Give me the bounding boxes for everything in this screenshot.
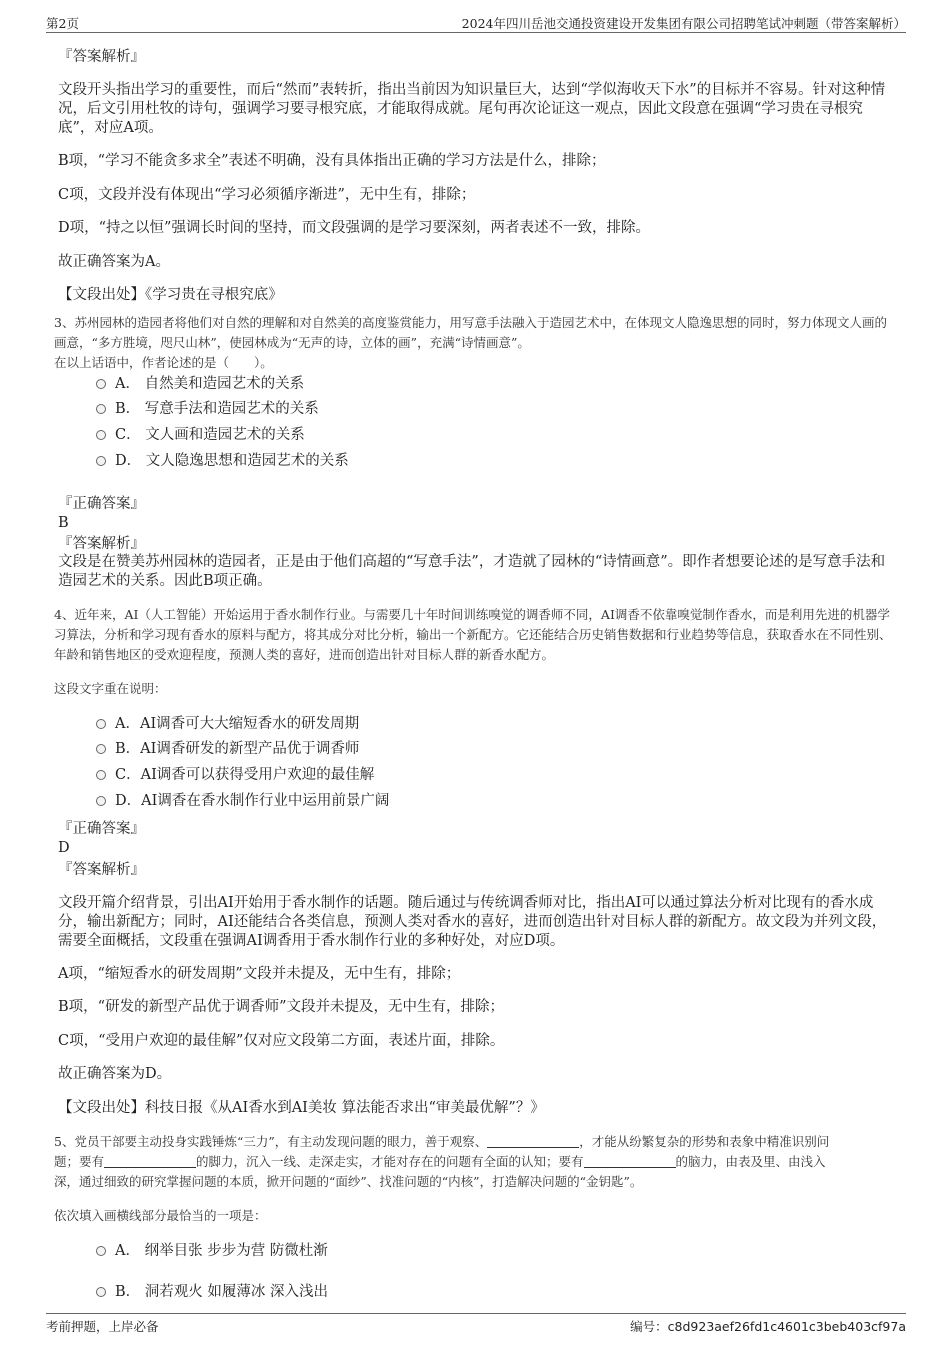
q4-question: 这段文字重在说明： [54,681,167,696]
radio-icon[interactable] [96,1246,106,1256]
option-label: A．AI调香可大大缩短香水的研发周期 [115,716,360,732]
q3-option-b[interactable] [96,398,319,420]
q5-stem-part: ，才能从纷繁复杂的形势和表象中精准识别问 [579,1134,830,1149]
document-id: 编号：c8d923aef26fd1c4601c3beb403cf97a [630,1319,906,1334]
q3-analysis-label: 『答案解析』 [58,536,145,552]
option-label: A． 自然美和造园艺术的关系 [115,376,305,392]
q4-option-b-note: B项，“研发的新型产品优于调香师”文段并未提及，无中生有，排除； [58,999,504,1015]
option-label: B．AI调香研发的新型产品优于调香师 [115,741,360,757]
q5-stem-part: 深，通过细致的研究掌握问题的本质，掀开问题的“面纱”、找准问题的“内核”，打造解决问题的“金钥匙”。 [54,1174,643,1189]
q4-stem: 4、近年来，AI（人工智能）开始运用于香水制作行业。与需要几十年时间训练嗅觉的调香师不同，AI调香不依靠嗅觉制作香水，而是利用先进的机器学习算法，分析和学习现有香水的原料与配方，将其成分对比分析，输出一个新配方。它还能结合历史销售数据和行业趋势等信息，获取香水在不同性别、年龄和销售地区的受欢迎程度，预测人类的喜好，进而创造出针对目标人群的新香水配方。 [54,607,892,662]
q2-option-d-note: D项，“持之以恒”强调长时间的坚持，而文段强调的是学习要深刻，两者表述不一致，排除。 [58,220,650,236]
blank-line [487,1135,579,1148]
radio-icon[interactable] [96,379,106,389]
q3-option-a[interactable] [96,373,304,395]
q5-question: 依次填入画横线部分最恰当的一项是： [54,1208,267,1223]
q3-stem: 3、苏州园林的造园者将他们对自然的理解和对自然美的高度鉴赏能力，用写意手法融入于造园艺术中，在体现文人隐逸思想的同时，努力体现文人画的画意，“多方胜境，咫尺山林”，使园林成为“无声的诗，立体的画”，充满“诗情画意”。 [54,315,887,350]
q5-stem-part: 5、党员干部要主动投身实践锤炼“三力”，有主动发现问题的眼力，善于观察、 [54,1134,488,1149]
q2-analysis-paragraph: 文段开头指出学习的重要性，而后“然而”表转折，指出当前因为知识量巨大，达到“学似海收天下水”的目标并不容易。针对这种情况，后文引用杜牧的诗句，强调学习要寻根究底，才能取得成就。尾句再次论证这一观点，因此文段意在强调“学习贵在寻根究底”，对应A项。 [58,82,886,136]
document-title: 2024年四川岳池交通投资建设开发集团有限公司招聘笔试冲刺题（带答案解析） [461,16,906,31]
q3-option-c[interactable] [96,424,305,446]
q2-option-b-note: B项，“学习不能贪多求全”表述不明确，没有具体指出正确的学习方法是什么，排除； [58,153,606,169]
q4-option-d[interactable] [96,790,389,812]
q3-answer: B [58,515,69,531]
q4-source: 【文段出处】科技日报《从AI香水到AI美妆 算法能否求出“审美最优解”？》 [58,1100,545,1116]
q4-answer: D [58,840,70,856]
q4-option-c[interactable] [96,764,374,786]
option-label: A． 纲举目张 步步为营 防微杜渐 [115,1243,328,1259]
q2-conclusion: 故正确答案为A。 [58,254,170,270]
q3-option-d[interactable] [96,450,349,472]
q5-stem-part: 题；要有 [54,1154,105,1169]
option-label: B． 洞若观火 如履薄冰 深入浅出 [115,1284,328,1300]
q5-option-b[interactable] [96,1281,328,1303]
blank-line [104,1155,196,1168]
q4-answer-label: 『正确答案』 [58,821,145,837]
radio-icon[interactable] [96,770,106,780]
page-footer [46,1313,906,1336]
q2-option-c-note: C项，文段并没有体现出“学习必须循序渐进”，无中生有，排除； [58,187,476,203]
radio-icon[interactable] [96,719,106,729]
option-label: D． 文人隐逸思想和造园艺术的关系 [115,453,349,469]
q4-analysis-paragraph: 文段开篇介绍背景，引出AI开始用于香水制作的话题。随后通过与传统调香师对比，指出AI可以通过算法分析对比现有的香水成分，输出新配方；同时，AI还能结合各类信息，预测人类对香水的喜好，进而创造出针对目标人群的新配方。故文段为并列文段，需要全面概括，文段重在强调AI调香用于香水制作行业的多种好处，对应D项。 [58,895,887,949]
q2-analysis-label: 『答案解析』 [58,49,145,65]
q3-question: 在以上话语中，作者论述的是（ ）。 [54,355,273,370]
q3-analysis: 文段是在赞美苏州园林的造园者，正是由于他们高超的“写意手法”，才造就了园林的“诗情画意”。即作者想要论述的是写意手法和造园艺术的关系。因此B项正确。 [58,554,886,589]
blank-line [584,1155,676,1168]
q5-stem-part: 的脚力，沉入一线、走深走实，才能对存在的问题有全面的认知；要有 [196,1154,584,1169]
radio-icon[interactable] [96,430,106,440]
q4-option-a[interactable] [96,713,359,735]
footer-slogan: 考前押题，上岸必备 [46,1319,159,1334]
page-header [46,14,906,33]
option-label: C． 文人画和造园艺术的关系 [115,427,305,443]
option-label: C．AI调香可以获得受用户欢迎的最佳解 [115,767,375,783]
q4-option-a-note: A项，“缩短香水的研发周期”文段并未提及，无中生有，排除； [58,966,461,982]
q5-option-a[interactable] [96,1240,328,1262]
q4-option-c-note: C项，“受用户欢迎的最佳解”仅对应文段第二方面，表述片面，排除。 [58,1033,505,1049]
radio-icon[interactable] [96,744,106,754]
q4-analysis-label: 『答案解析』 [58,862,145,878]
radio-icon[interactable] [96,456,106,466]
q5-stem [54,1132,896,1192]
q4-conclusion: 故正确答案为D。 [58,1066,172,1082]
option-label: B． 写意手法和造园艺术的关系 [115,401,319,417]
page-number: 第2页 [46,16,79,31]
q4-option-b[interactable] [96,738,359,760]
q3-answer-label: 『正确答案』 [58,496,145,512]
radio-icon[interactable] [96,404,106,414]
q5-stem-part: 的脑力，由表及里、由浅入 [675,1154,826,1169]
radio-icon[interactable] [96,1287,106,1297]
option-label: D．AI调香在香水制作行业中运用前景广阔 [115,793,390,809]
radio-icon[interactable] [96,796,106,806]
q2-source: 【文段出处】《学习贵在寻根究底》 [58,287,283,303]
